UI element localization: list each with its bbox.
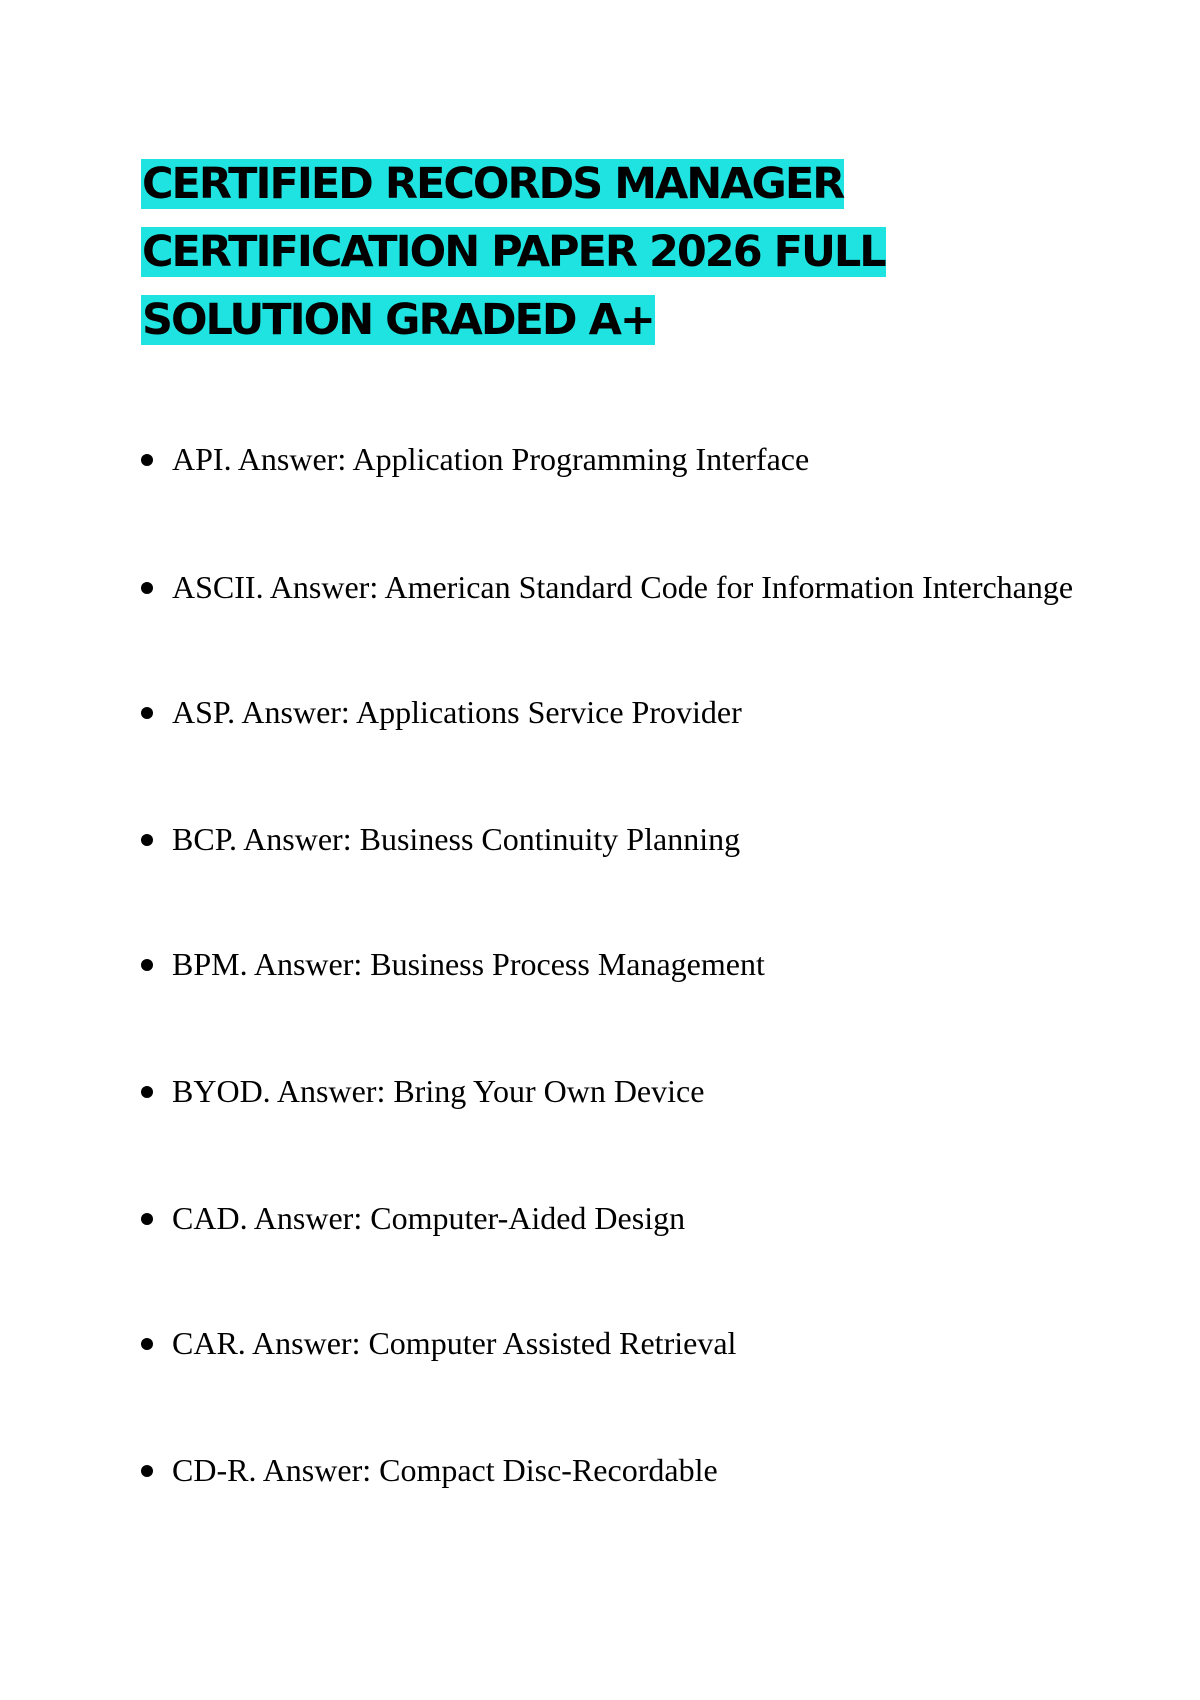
list-item — [141, 565, 1161, 609]
list-item — [141, 690, 1161, 734]
list-item — [141, 942, 1161, 986]
list-item-text: API. Answer: Application Programming Interface — [172, 441, 810, 477]
document-title — [141, 150, 1101, 354]
list-item-text: CAD. Answer: Computer-Aided Design — [172, 1200, 686, 1236]
list-item-text: BPM. Answer: Business Process Management — [172, 946, 765, 982]
list-item-text: CAR. Answer: Computer Assisted Retrieval — [172, 1325, 737, 1361]
list-item-text: CD-R. Answer: Compact Disc-Recordable — [172, 1452, 718, 1488]
title-line: SOLUTION GRADED A+ — [142, 295, 654, 345]
list-item-text: BYOD. Answer: Bring Your Own Device — [172, 1073, 705, 1109]
list-item — [141, 1196, 1161, 1240]
list-item — [141, 1321, 1161, 1365]
title-line: CERTIFICATION PAPER 2026 FULL — [142, 227, 885, 277]
bullet-icon — [141, 959, 153, 971]
list-item — [141, 1448, 1161, 1492]
list-item — [141, 817, 1161, 861]
title-line: CERTIFIED RECORDS MANAGER — [142, 159, 844, 209]
bullet-icon — [141, 707, 153, 719]
bullet-icon — [141, 582, 153, 594]
bullet-icon — [141, 1338, 153, 1350]
list-item-text: BCP. Answer: Business Continuity Planning — [172, 821, 741, 857]
list-item-text: ASCII. Answer: American Standard Code for Information Interchange — [172, 569, 1074, 605]
list-item-text: ASP. Answer: Applications Service Provider — [172, 694, 742, 730]
bullet-icon — [141, 834, 153, 846]
bullet-icon — [141, 1213, 153, 1225]
list-item — [141, 437, 1161, 481]
list-item — [141, 1069, 1161, 1113]
bullet-icon — [141, 1086, 153, 1098]
bullet-icon — [141, 454, 153, 466]
bullet-icon — [141, 1465, 153, 1477]
